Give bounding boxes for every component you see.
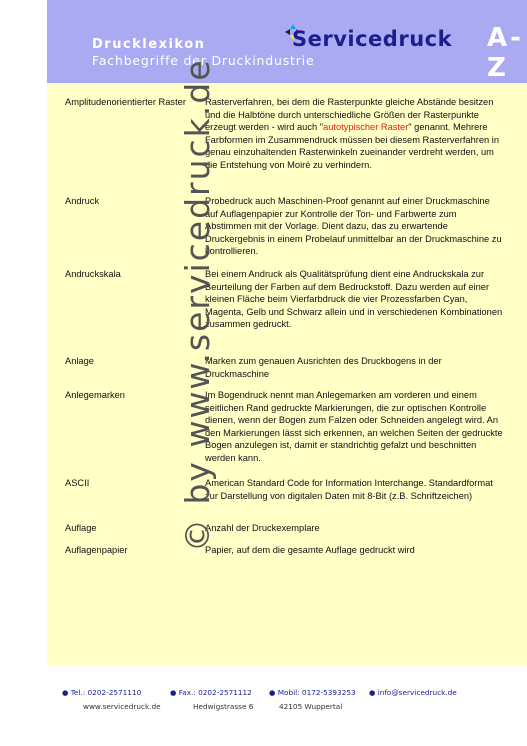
entry-definition: Probedruck auch Maschinen-Proof genannt auf einer Druckmaschine auf Auflagenpapier zur Kontrolle der Ton- und Farbwerte zum Abstimmen mit der Vorlage. Dient dazu, das zu erwartende Druckergebnis in einem Probelauf unmittelbar an der Druckmaschine zu kontrollieren. [205,196,502,257]
bullet-icon: ● [369,688,376,697]
watermark: © by www.servicedruck.de [178,58,217,552]
tel-text: Tel.: 0202-2571110 [70,688,142,697]
header-title: Drucklexikon [92,37,206,52]
bullet-icon: ● [269,688,276,697]
email-text[interactable]: info@servicedruck.de [377,688,457,697]
footer-mobil [269,688,356,697]
entry-definition: Marken zum genauen Ausrichten des Druckbogens in der Druckmaschine [205,356,442,379]
entry-term: Andruckskala [65,269,121,279]
az-label: A-Z [487,23,524,83]
entry-term: Auflage [65,523,97,533]
entry-definition: Bei einem Andruck als Qualitätsprüfung dient eine Andruckskala zur Beurteilung der Farben auf dem Bedruckstoff. Dazu werden auf einer kleinen Fläche beim Vierfarbdruck die vier Prozessfarben Cyan, Magenta, Gelb und Schwarz allein und in verschiedenen Kombinationen zusammen gedruckt. [205,269,503,330]
entry-term: Anlage [65,356,94,366]
bullet-icon: ● [170,688,177,697]
entry-definition: Anzahl der Druckexemplare [205,523,320,533]
fax-text: Fax.: 0202-2571112 [178,688,252,697]
entry-term: Andruck [65,196,100,206]
bullet-icon: ● [62,688,69,697]
footer-fax [170,688,252,697]
entry-term: ASCII [65,478,90,488]
mobil-text: Mobil: 0172-5393253 [277,688,356,697]
definition-text-continued: " genannt. Mehrere Farbformen im Zusammendruck müssen bei diesem Rasterverfahren in genau einzuhaltenden Rasterwinkeln zueinander verdreht werden, um die Entstehung von Moiré zu verhindern. [205,122,499,170]
lexicon-content [47,83,527,666]
entry-term: Amplitudenorientierter Raster [65,97,186,107]
footer-email[interactable] [369,688,457,697]
page-header [47,0,527,83]
footer-web[interactable]: www.servicedruck.de [83,702,161,711]
entry-definition: Im Bogendruck nennt man Anlegemarken am vorderen und einem seitlichen Rand gedruckte Markierungen, die zur optischen Kontrolle dienen, wenn der Bogen zum Falzen oder Schneiden angelegt wird. An den Markierungen lässt sich erkennen, an welchen Seiten der gedruckte Bogen anzulegen ist, damit er standrichtig gefalzt und beschnitten werden kann. [205,390,503,463]
definition-link[interactable]: autotypischer Raster [323,122,409,133]
entry-definition: American Standard Code for Information Interchange. Standardformat zur Darstellung von digitalen Daten mit 8-Bit (z.B. Schriftzeichen) [205,478,493,501]
brand-logo: Servicedruck [292,27,453,51]
entry-definition [205,96,505,172]
entry-term: Auflagenpapier [65,545,128,555]
footer-street: Hedwigstrasse 6 [193,702,254,711]
footer-city: 42105 Wuppertal [279,702,343,711]
entry-term: Anlegemarken [65,390,125,400]
header-subtitle: Fachbegriffe der Druckindustrie [92,53,315,68]
footer-tel [62,688,141,697]
definition-text: Rasterverfahren, bei dem die Rasterpunkte gleiche Abstände besitzen und die Halbtöne durch unterschiedliche Größen der Rasterpunkte erzeugt werden - wird auch " [205,97,494,133]
entry-definition: Papier, auf dem die gesamte Auflage gedruckt wird [205,545,415,555]
